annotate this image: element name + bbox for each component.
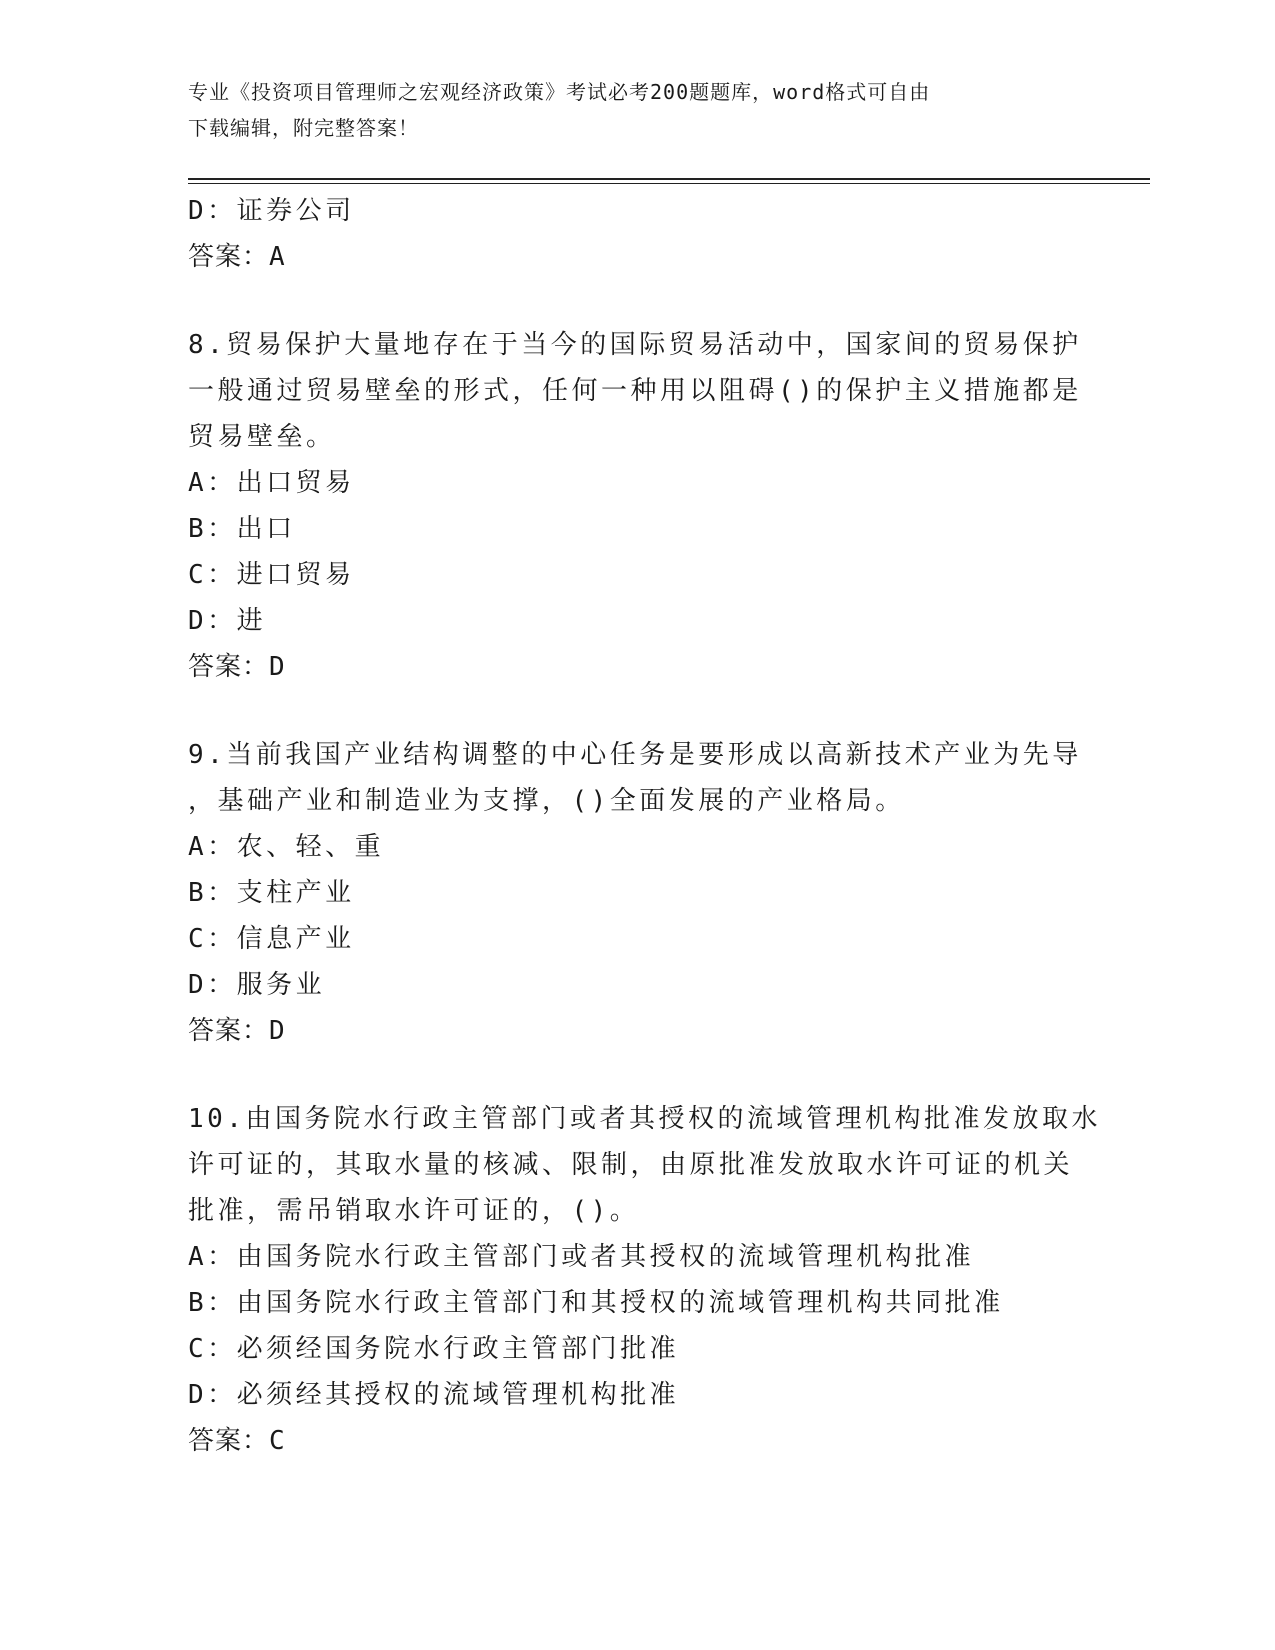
option-b: B：由国务院水行政主管部门和其授权的流域管理机构共同批准 (188, 1288, 1004, 1318)
option-d: D：进 (188, 606, 267, 636)
answer-line (188, 644, 1088, 690)
answer-label: 答案： (188, 1426, 270, 1456)
question-text-line: 批准，需吊销取水许可证的，()。 (188, 1196, 640, 1226)
option-b: B：支柱产业 (188, 878, 355, 908)
answer-line (188, 1418, 1088, 1464)
question-text-line: 贸易壁垒。 (188, 422, 336, 452)
answer-label: 答案： (188, 242, 270, 272)
option-d: D：证券公司 (188, 196, 355, 226)
question-text-line: 许可证的，其取水量的核减、限制，由原批准发放取水许可证的机关 (188, 1150, 1074, 1180)
header-rule-thick (188, 178, 1150, 180)
header-line-2: 下载编辑，附完整答案！ (188, 116, 419, 140)
option-b: B：出口 (188, 514, 296, 544)
answer-label: 答案： (188, 1016, 270, 1046)
question-9 (188, 732, 1088, 1054)
question-text-line: 8.贸易保护大量地存在于当今的国际贸易活动中，国家间的贸易保护 (188, 330, 1082, 360)
option-a: A：出口贸易 (188, 468, 355, 498)
question-text-line: 一般通过贸易壁垒的形式，任何一种用以阻碍()的保护主义措施都是 (188, 376, 1082, 406)
answer-value: D (269, 1016, 286, 1046)
option-c: C：必须经国务院水行政主管部门批准 (188, 1334, 680, 1364)
answer-line (188, 1008, 1088, 1054)
answer-line (188, 234, 1088, 280)
question-content (188, 188, 1101, 1464)
question-8 (188, 322, 1088, 690)
answer-label: 答案： (188, 652, 270, 682)
document-header (188, 74, 1068, 146)
option-d: D：服务业 (188, 970, 326, 1000)
header-rule-thin (188, 183, 1150, 184)
option-c: C：进口贸易 (188, 560, 355, 590)
option-a: A：农、轻、重 (188, 832, 385, 862)
option-d: D：必须经其授权的流域管理机构批准 (188, 1380, 680, 1410)
option-c: C：信息产业 (188, 924, 355, 954)
header-line-1: 专业《投资项目管理师之宏观经济政策》考试必考200题题库，word格式可自由 (188, 80, 931, 104)
option-a: A：由国务院水行政主管部门或者其授权的流域管理机构批准 (188, 1242, 975, 1272)
question-text-line: 9.当前我国产业结构调整的中心任务是要形成以高新技术产业为先导 (188, 740, 1082, 770)
answer-value: C (269, 1426, 286, 1456)
answer-value: D (269, 652, 286, 682)
answer-value: A (269, 242, 286, 272)
previous-question-tail (188, 188, 1088, 280)
question-text-line: 10.由国务院水行政主管部门或者其授权的流域管理机构批准发放取水 (188, 1104, 1101, 1134)
question-text-line: ，基础产业和制造业为支撑，()全面发展的产业格局。 (188, 786, 905, 816)
question-10 (188, 1096, 1101, 1464)
